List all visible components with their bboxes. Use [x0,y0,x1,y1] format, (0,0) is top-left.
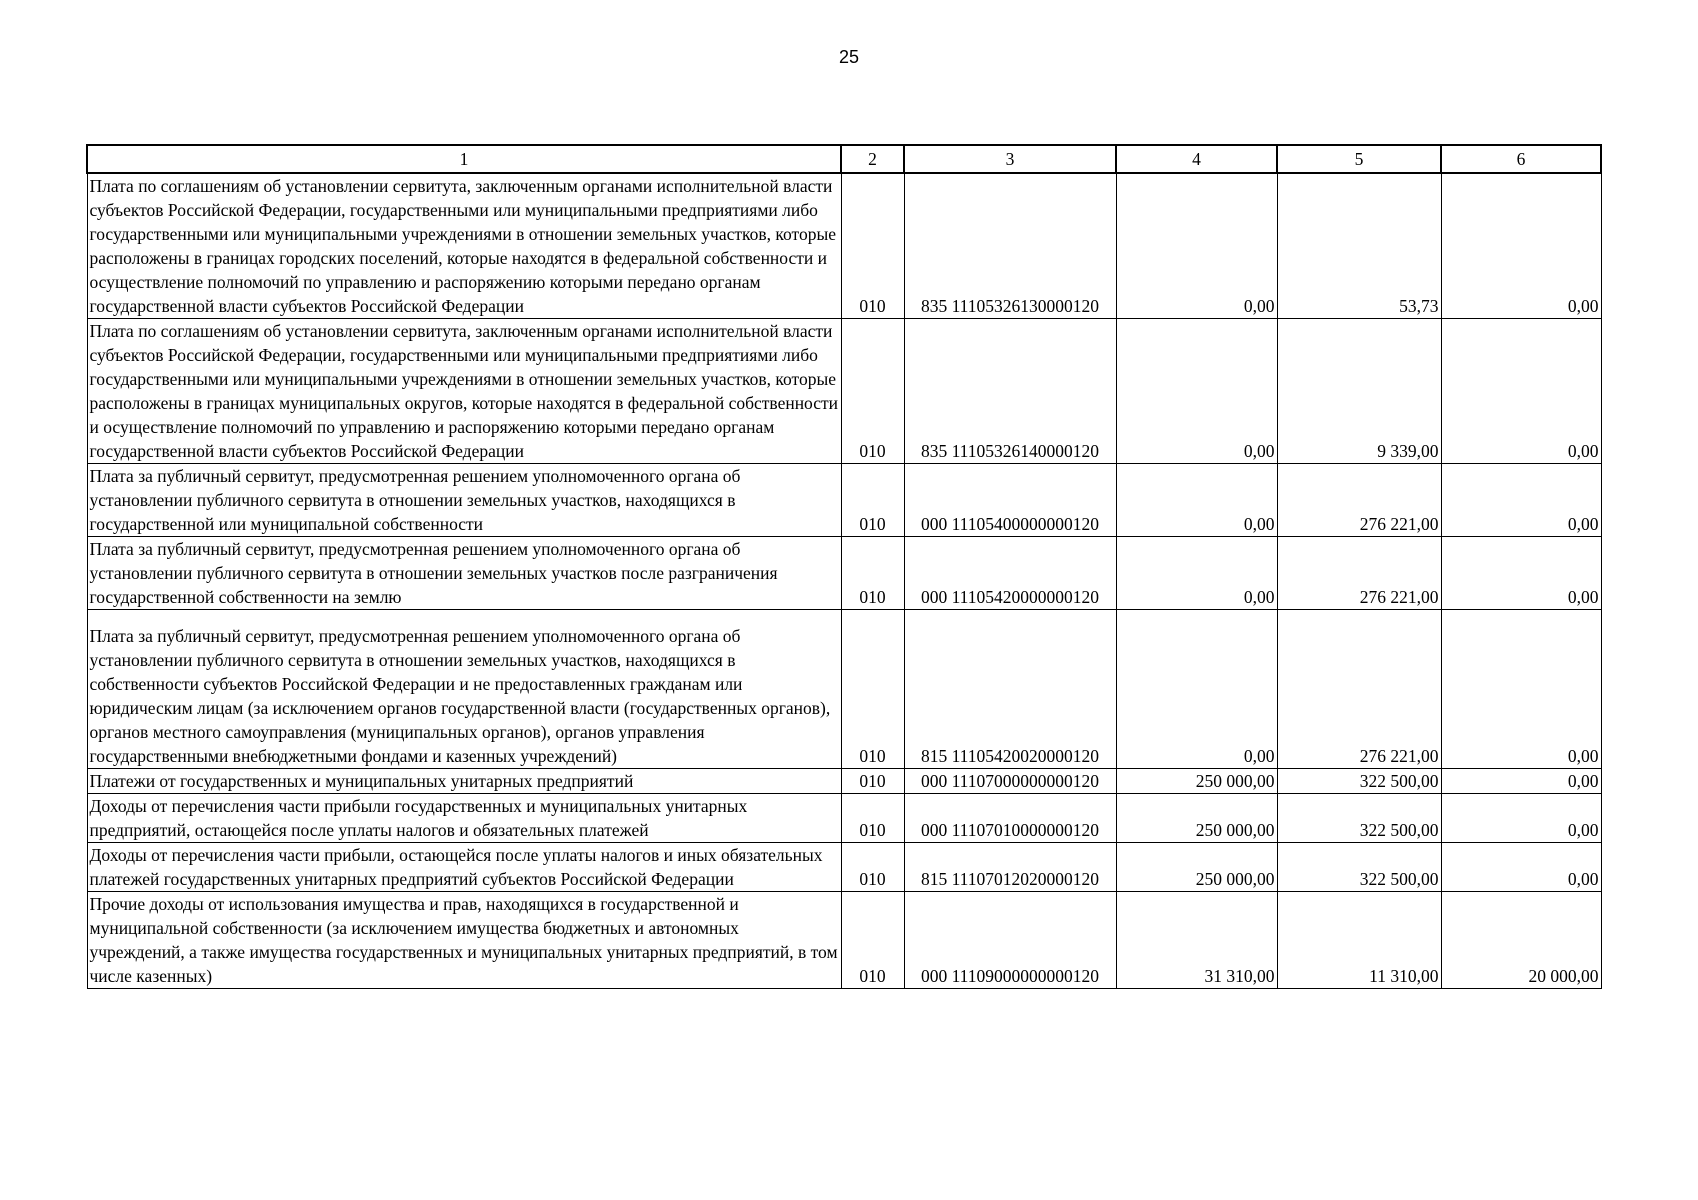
table-row [87,464,1601,537]
row-value-col4: 250 000,00 [1116,794,1277,843]
row-value-col5: 276 221,00 [1277,610,1441,769]
row-budget-code: 000 11107010000000120 [904,794,1116,843]
row-value-col6: 0,00 [1441,769,1601,794]
column-header: 4 [1116,145,1277,173]
row-description: Доходы от перечисления части прибыли, остающейся после уплаты налогов и иных обязательных платежей государственных унитарных предприятий субъектов Российской Федерации [87,843,841,892]
column-number-row [87,145,1601,173]
column-header: 3 [904,145,1116,173]
row-value-col5: 9 339,00 [1277,319,1441,464]
row-description: Плата за публичный сервитут, предусмотренная решением уполномоченного органа об установлении публичного сервитута в отношении земельных участков, находящихся в государственной или муниципальной собственности [87,464,841,537]
row-line-code: 010 [841,464,904,537]
row-value-col5: 322 500,00 [1277,843,1441,892]
row-value-col6: 0,00 [1441,537,1601,610]
table-row [87,173,1601,319]
row-description: Доходы от перечисления части прибыли государственных и муниципальных унитарных предприятий, остающейся после уплаты налогов и обязательных платежей [87,794,841,843]
row-value-col4: 0,00 [1116,537,1277,610]
row-value-col6: 20 000,00 [1441,892,1601,989]
row-description: Плата за публичный сервитут, предусмотренная решением уполномоченного органа об установлении публичного сервитута в отношении земельных участков, находящихся в собственности субъектов Российской Федерации и не предоставленных гражданам или юридическим лицам (за исключением органов государственной власти (государственных органов), органов местного самоуправления (муниципальных органов), органов управления государственными внебюджетными фондами и казенных учреждений) [87,610,841,769]
column-header: 6 [1441,145,1601,173]
table-row [87,794,1601,843]
row-budget-code: 835 11105326130000120 [904,173,1116,319]
row-value-col5: 322 500,00 [1277,769,1441,794]
row-budget-code: 000 11109000000000120 [904,892,1116,989]
row-value-col6: 0,00 [1441,843,1601,892]
row-value-col5: 322 500,00 [1277,794,1441,843]
row-budget-code: 815 11107012020000120 [904,843,1116,892]
row-description: Платежи от государственных и муниципальных унитарных предприятий [87,769,841,794]
row-value-col6: 0,00 [1441,173,1601,319]
row-budget-code: 835 11105326140000120 [904,319,1116,464]
row-line-code: 010 [841,843,904,892]
table-row [87,769,1601,794]
row-value-col4: 0,00 [1116,610,1277,769]
row-budget-code: 000 11107000000000120 [904,769,1116,794]
row-value-col5: 276 221,00 [1277,537,1441,610]
column-header: 1 [87,145,841,173]
row-value-col6: 0,00 [1441,319,1601,464]
row-value-col4: 31 310,00 [1116,892,1277,989]
row-value-col6: 0,00 [1441,464,1601,537]
row-value-col4: 250 000,00 [1116,843,1277,892]
page-number: 25 [838,47,860,67]
row-value-col6: 0,00 [1441,794,1601,843]
row-line-code: 010 [841,537,904,610]
row-value-col5: 53,73 [1277,173,1441,319]
row-line-code: 010 [841,319,904,464]
column-header: 5 [1277,145,1441,173]
row-description: Плата по соглашениям об установлении сервитута, заключенным органами исполнительной власти субъектов Российской Федерации, государственными или муниципальными предприятиями либо государственными или муниципальными учреждениями в отношении земельных участков, которые расположены в границах городских поселений, которые находятся в федеральной собственности и осуществление полномочий по управлению и распоряжению которыми передано органам государственной власти субъектов Российской Федерации [87,173,841,319]
table-row [87,537,1601,610]
row-budget-code: 000 11105400000000120 [904,464,1116,537]
table-row [87,610,1601,769]
row-value-col5: 11 310,00 [1277,892,1441,989]
revenue-table [86,144,1602,989]
row-value-col4: 0,00 [1116,319,1277,464]
row-budget-code: 000 11105420000000120 [904,537,1116,610]
table-row [87,319,1601,464]
row-line-code: 010 [841,173,904,319]
row-description: Плата по соглашениям об установлении сервитута, заключенным органами исполнительной власти субъектов Российской Федерации, государственными или муниципальными предприятиями либо государственными или муниципальными учреждениями в отношении земельных участков, которые расположены в границах муниципальных округов, которые находятся в федеральной собственности и осуществление полномочий по управлению и распоряжению которыми передано органам государственной власти субъектов Российской Федерации [87,319,841,464]
row-line-code: 010 [841,794,904,843]
row-value-col6: 0,00 [1441,610,1601,769]
table-row [87,843,1601,892]
row-line-code: 010 [841,769,904,794]
column-header: 2 [841,145,904,173]
row-line-code: 010 [841,610,904,769]
row-budget-code: 815 11105420020000120 [904,610,1116,769]
row-value-col4: 0,00 [1116,464,1277,537]
row-value-col4: 0,00 [1116,173,1277,319]
row-line-code: 010 [841,892,904,989]
row-value-col4: 250 000,00 [1116,769,1277,794]
row-value-col5: 276 221,00 [1277,464,1441,537]
table-row [87,892,1601,989]
row-description: Плата за публичный сервитут, предусмотренная решением уполномоченного органа об установлении публичного сервитута в отношении земельных участков после разграничения государственной собственности на землю [87,537,841,610]
row-description: Прочие доходы от использования имущества и прав, находящихся в государственной и муниципальной собственности (за исключением имущества бюджетных и автономных учреждений, а также имущества государственных и муниципальных унитарных предприятий, в том числе казенных) [87,892,841,989]
